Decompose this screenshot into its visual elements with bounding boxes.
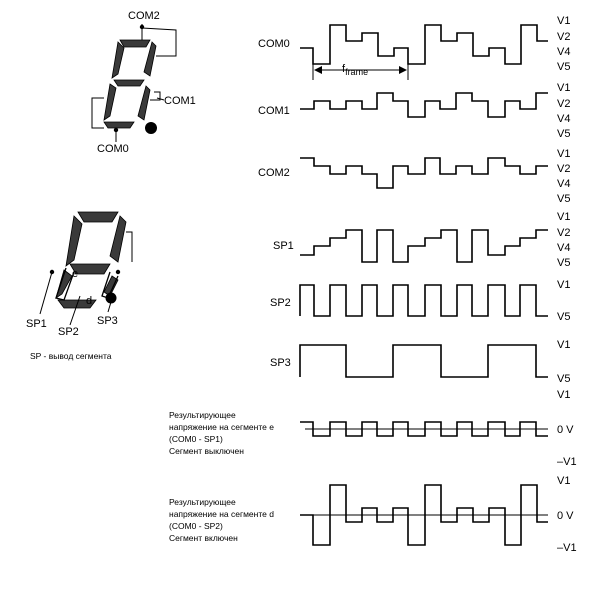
level-com2-v2: V2 bbox=[557, 163, 571, 175]
level-com1-v5: V5 bbox=[557, 128, 571, 140]
level-result-d-neg-v1: –V1 bbox=[557, 542, 577, 554]
waveform-label-sp2: SP2 bbox=[270, 297, 291, 309]
waveform-com2 bbox=[258, 148, 570, 205]
frame-label: $f_{frame}$ bbox=[342, 63, 369, 77]
level-result-d-v1: V1 bbox=[557, 475, 571, 487]
com0-label: COM0 bbox=[97, 143, 129, 155]
result-d-line-3: (COM0 - SP2) bbox=[169, 521, 223, 531]
waveform-sp2 bbox=[270, 279, 570, 323]
sp2-pin-label: SP2 bbox=[58, 326, 79, 338]
digit-segment-pins-diagram bbox=[26, 212, 132, 361]
waveform-com0 bbox=[258, 15, 570, 73]
level-sp3-v1: V1 bbox=[557, 339, 571, 351]
waveform-label-sp3: SP3 bbox=[270, 357, 291, 369]
waveform-label-sp1: SP1 bbox=[273, 240, 294, 252]
level-com2-v5: V5 bbox=[557, 193, 571, 205]
waveform-line-sp3 bbox=[300, 345, 548, 377]
level-com0-v4: V4 bbox=[557, 46, 571, 58]
level-sp1-v5: V5 bbox=[557, 257, 571, 269]
sp-legend: SP - вывод сегмента bbox=[30, 351, 112, 361]
level-com1-v4: V4 bbox=[557, 113, 571, 125]
segment-d-label: d bbox=[86, 295, 93, 307]
com1-pin-dot bbox=[145, 122, 157, 134]
result-d-line-4: Сегмент включен bbox=[169, 533, 238, 543]
waveform-line-sp2 bbox=[300, 285, 548, 316]
result-waveform-segment-e bbox=[169, 389, 577, 468]
segment-e-label: e bbox=[72, 268, 79, 280]
digit-commons-diagram bbox=[92, 10, 196, 155]
level-result-e-v1: V1 bbox=[557, 389, 571, 401]
result-waveform-segment-d bbox=[169, 475, 577, 554]
sp3-pin-dot bbox=[106, 293, 117, 304]
sp3-pin-label: SP3 bbox=[97, 315, 118, 327]
level-sp1-v2: V2 bbox=[557, 227, 571, 239]
waveform-sp3 bbox=[270, 339, 570, 385]
level-result-e-0v: 0 V bbox=[557, 424, 574, 436]
level-com1-v2: V2 bbox=[557, 98, 571, 110]
level-sp2-v5: V5 bbox=[557, 311, 571, 323]
frame-period-marker bbox=[313, 58, 408, 80]
com2-label: COM2 bbox=[128, 10, 160, 22]
waveform-label-com2: COM2 bbox=[258, 167, 290, 179]
com1-label: COM1 bbox=[164, 95, 196, 107]
level-sp1-v1: V1 bbox=[557, 211, 571, 223]
result-e-line-1: Результирующее bbox=[169, 410, 236, 420]
level-sp2-v1: V1 bbox=[557, 279, 571, 291]
waveform-line-com2 bbox=[300, 158, 548, 188]
result-e-line-2: напряжение на сегменте e bbox=[169, 422, 274, 432]
waveform-group bbox=[169, 15, 577, 554]
waveform-line-com1 bbox=[300, 93, 548, 117]
sp1-pin-label: SP1 bbox=[26, 318, 47, 330]
level-com0-v5: V5 bbox=[557, 61, 571, 73]
level-com2-v1: V1 bbox=[557, 148, 571, 160]
level-com2-v4: V4 bbox=[557, 178, 571, 190]
level-com0-v2: V2 bbox=[557, 31, 571, 43]
level-sp1-v4: V4 bbox=[557, 242, 571, 254]
level-result-e-neg-v1: –V1 bbox=[557, 456, 577, 468]
waveform-line-sp1 bbox=[300, 230, 548, 262]
level-sp3-v5: V5 bbox=[557, 373, 571, 385]
waveform-label-com0: COM0 bbox=[258, 38, 290, 50]
result-e-line-3: (COM0 - SP1) bbox=[169, 434, 223, 444]
waveform-sp1 bbox=[273, 211, 570, 269]
result-d-line-1: Результирующее bbox=[169, 497, 236, 507]
waveform-label-com1: COM1 bbox=[258, 105, 290, 117]
result-e-line-4: Сегмент выключен bbox=[169, 446, 244, 456]
waveform-com1 bbox=[258, 82, 570, 140]
result-d-line-2: напряжение на сегменте d bbox=[169, 509, 274, 519]
level-result-d-0v: 0 V bbox=[557, 510, 574, 522]
level-com1-v1: V1 bbox=[557, 82, 571, 94]
waveform-line-com0 bbox=[300, 25, 548, 64]
level-com0-v1: V1 bbox=[557, 15, 571, 27]
